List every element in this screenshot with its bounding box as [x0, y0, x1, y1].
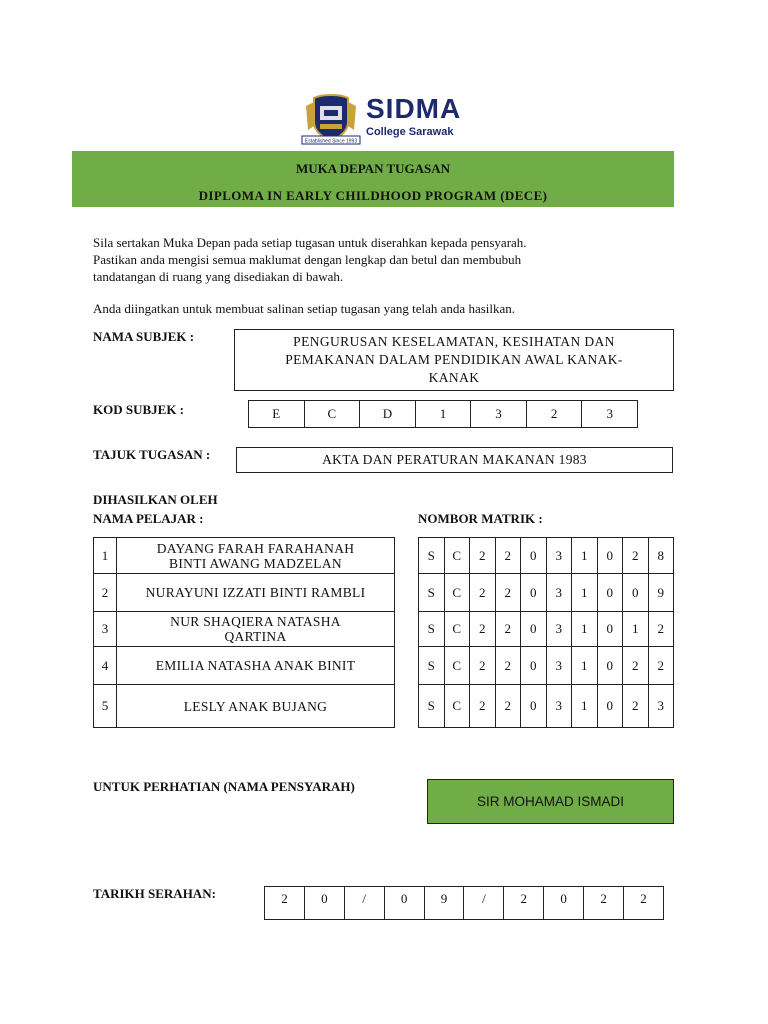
- student-names-table: [93, 537, 395, 728]
- student-name-line: BINTI AWANG MADZELAN: [169, 555, 342, 571]
- instructions: [93, 234, 693, 285]
- student-name: [117, 612, 395, 647]
- matric-char: 3: [546, 685, 572, 728]
- matric-char: 8: [648, 538, 674, 574]
- date-char: 2: [265, 887, 305, 920]
- student-name: [117, 574, 395, 612]
- instruction-line: Sila sertakan Muka Depan pada setiap tugasan untuk diserahkan kepada pensyarah.: [93, 235, 527, 250]
- matric-row: [419, 574, 674, 612]
- student-name-line: LESLY ANAK BUJANG: [183, 698, 328, 714]
- matric-row: [419, 685, 674, 728]
- matric-char: 2: [648, 647, 674, 685]
- matric-char: 2: [470, 538, 496, 574]
- matric-char: 3: [546, 574, 572, 612]
- code-char: E: [249, 401, 305, 428]
- code-char: C: [304, 401, 360, 428]
- matric-char: 1: [623, 612, 649, 647]
- matric-char: 2: [495, 647, 521, 685]
- matric-char: 2: [470, 612, 496, 647]
- subject-name-line: PEMAKANAN DALAM PENDIDIKAN AWAL KANAK-: [285, 352, 623, 367]
- assignment-title-label: TAJUK TUGASAN :: [93, 447, 211, 462]
- matric-char: S: [419, 574, 445, 612]
- code-char: 1: [415, 401, 471, 428]
- matric-number-table: [418, 537, 674, 728]
- title-banner: [72, 151, 674, 207]
- code-char: 2: [526, 401, 582, 428]
- subject-code-boxes: [248, 400, 638, 428]
- matric-char: 2: [470, 685, 496, 728]
- date-char: 0: [384, 887, 424, 920]
- matric-char: 0: [521, 685, 547, 728]
- matric-char: 1: [572, 538, 598, 574]
- student-name: [117, 538, 395, 574]
- student-name-line: NUR SHAQIERA NATASHA: [170, 614, 341, 629]
- student-name: [117, 685, 395, 728]
- subject-name-label: NAMA SUBJEK :: [93, 329, 195, 344]
- produced-by-label: DIHASILKAN OLEH: [93, 492, 218, 507]
- matric-char: 0: [597, 612, 623, 647]
- date-char: 2: [504, 887, 544, 920]
- matric-char: 3: [546, 647, 572, 685]
- matric-row: [419, 647, 674, 685]
- matric-char: S: [419, 685, 445, 728]
- student-name: [117, 647, 395, 685]
- matric-char: 9: [648, 574, 674, 612]
- student-number: 3: [94, 612, 117, 647]
- matric-char: 2: [470, 647, 496, 685]
- banner-subtitle: DIPLOMA IN EARLY CHILDHOOD PROGRAM (DECE): [198, 188, 548, 203]
- matric-char: 1: [572, 612, 598, 647]
- matric-char: 2: [623, 685, 649, 728]
- matric-char: 2: [495, 538, 521, 574]
- matric-char: 1: [572, 685, 598, 728]
- matric-char: C: [444, 612, 470, 647]
- student-number: 2: [94, 574, 117, 612]
- matric-char: 2: [495, 685, 521, 728]
- matric-char: 1: [572, 647, 598, 685]
- submission-date-label: TARIKH SERAHAN:: [93, 886, 216, 901]
- matric-char: 0: [521, 538, 547, 574]
- matric-char: 2: [495, 612, 521, 647]
- matric-char: 2: [623, 647, 649, 685]
- matric-char: 0: [623, 574, 649, 612]
- matric-char: 3: [546, 612, 572, 647]
- date-char: 0: [304, 887, 344, 920]
- matric-char: 0: [597, 538, 623, 574]
- student-name-line: EMILIA NATASHA ANAK BINIT: [155, 658, 356, 673]
- date-char: 2: [624, 887, 664, 920]
- matric-char: 0: [597, 574, 623, 612]
- matric-char: 2: [495, 574, 521, 612]
- student-name-header: NAMA PELAJAR :: [93, 511, 204, 526]
- code-char: D: [360, 401, 416, 428]
- matric-char: 0: [597, 647, 623, 685]
- crest-caption: Established Since 1993: [304, 138, 358, 145]
- date-char: 2: [584, 887, 624, 920]
- banner-title: MUKA DEPAN TUGASAN: [295, 161, 451, 176]
- subject-name-line: PENGURUSAN KESELAMATAN, KESIHATAN DAN: [293, 334, 615, 349]
- matric-char: 0: [597, 685, 623, 728]
- code-char: 3: [471, 401, 527, 428]
- code-char: 3: [582, 401, 638, 428]
- student-name-line: NURAYUNI IZZATI BINTI RAMBLI: [145, 585, 366, 600]
- matric-char: 2: [623, 538, 649, 574]
- student-name-line: QARTINA: [224, 629, 287, 644]
- matric-char: 2: [648, 612, 674, 647]
- matric-char: 3: [648, 685, 674, 728]
- date-char: /: [464, 887, 504, 920]
- subject-name-field: [234, 329, 674, 391]
- submission-date-boxes: [264, 886, 664, 920]
- student-number: 4: [94, 647, 117, 685]
- student-number: 5: [94, 685, 117, 728]
- instruction-line: tandatangan di ruang yang disediakan di bawah.: [93, 269, 344, 284]
- matric-char: 0: [521, 574, 547, 612]
- college-logo: [300, 92, 470, 146]
- date-char: 9: [424, 887, 464, 920]
- matric-char: 1: [572, 574, 598, 612]
- date-char: /: [344, 887, 384, 920]
- matric-char: 0: [521, 612, 547, 647]
- crest-icon: [300, 92, 362, 146]
- matric-char: 3: [546, 538, 572, 574]
- matric-char: C: [444, 538, 470, 574]
- student-number: 1: [94, 538, 117, 574]
- matric-row: [419, 538, 674, 574]
- matric-char: 2: [470, 574, 496, 612]
- lecturer-label: UNTUK PERHATIAN (NAMA PENSYARAH): [93, 779, 355, 794]
- copy-reminder: Anda diingatkan untuk membuat salinan setiap tugasan yang telah anda hasilkan.: [93, 301, 516, 316]
- logo-subtitle: College Sarawak: [366, 126, 454, 138]
- matric-char: C: [444, 574, 470, 612]
- instruction-line: Pastikan anda mengisi semua maklumat dengan lengkap dan betul dan membubuh: [93, 252, 522, 267]
- assignment-title-field: AKTA DAN PERATURAN MAKANAN 1983: [236, 447, 673, 473]
- matric-header: NOMBOR MATRIK :: [418, 511, 543, 526]
- student-name-line: DAYANG FARAH FARAHANAH: [156, 540, 355, 556]
- subject-code-label: KOD SUBJEK :: [93, 402, 185, 417]
- matric-char: S: [419, 612, 445, 647]
- matric-row: [419, 612, 674, 647]
- matric-char: 0: [521, 647, 547, 685]
- matric-char: C: [444, 647, 470, 685]
- subject-name-line: KANAK: [428, 370, 480, 385]
- lecturer-name-box: SIR MOHAMAD ISMADI: [427, 779, 674, 824]
- matric-char: S: [419, 538, 445, 574]
- matric-char: S: [419, 647, 445, 685]
- logo-name: SIDMA: [366, 93, 462, 124]
- matric-char: C: [444, 685, 470, 728]
- date-char: 0: [544, 887, 584, 920]
